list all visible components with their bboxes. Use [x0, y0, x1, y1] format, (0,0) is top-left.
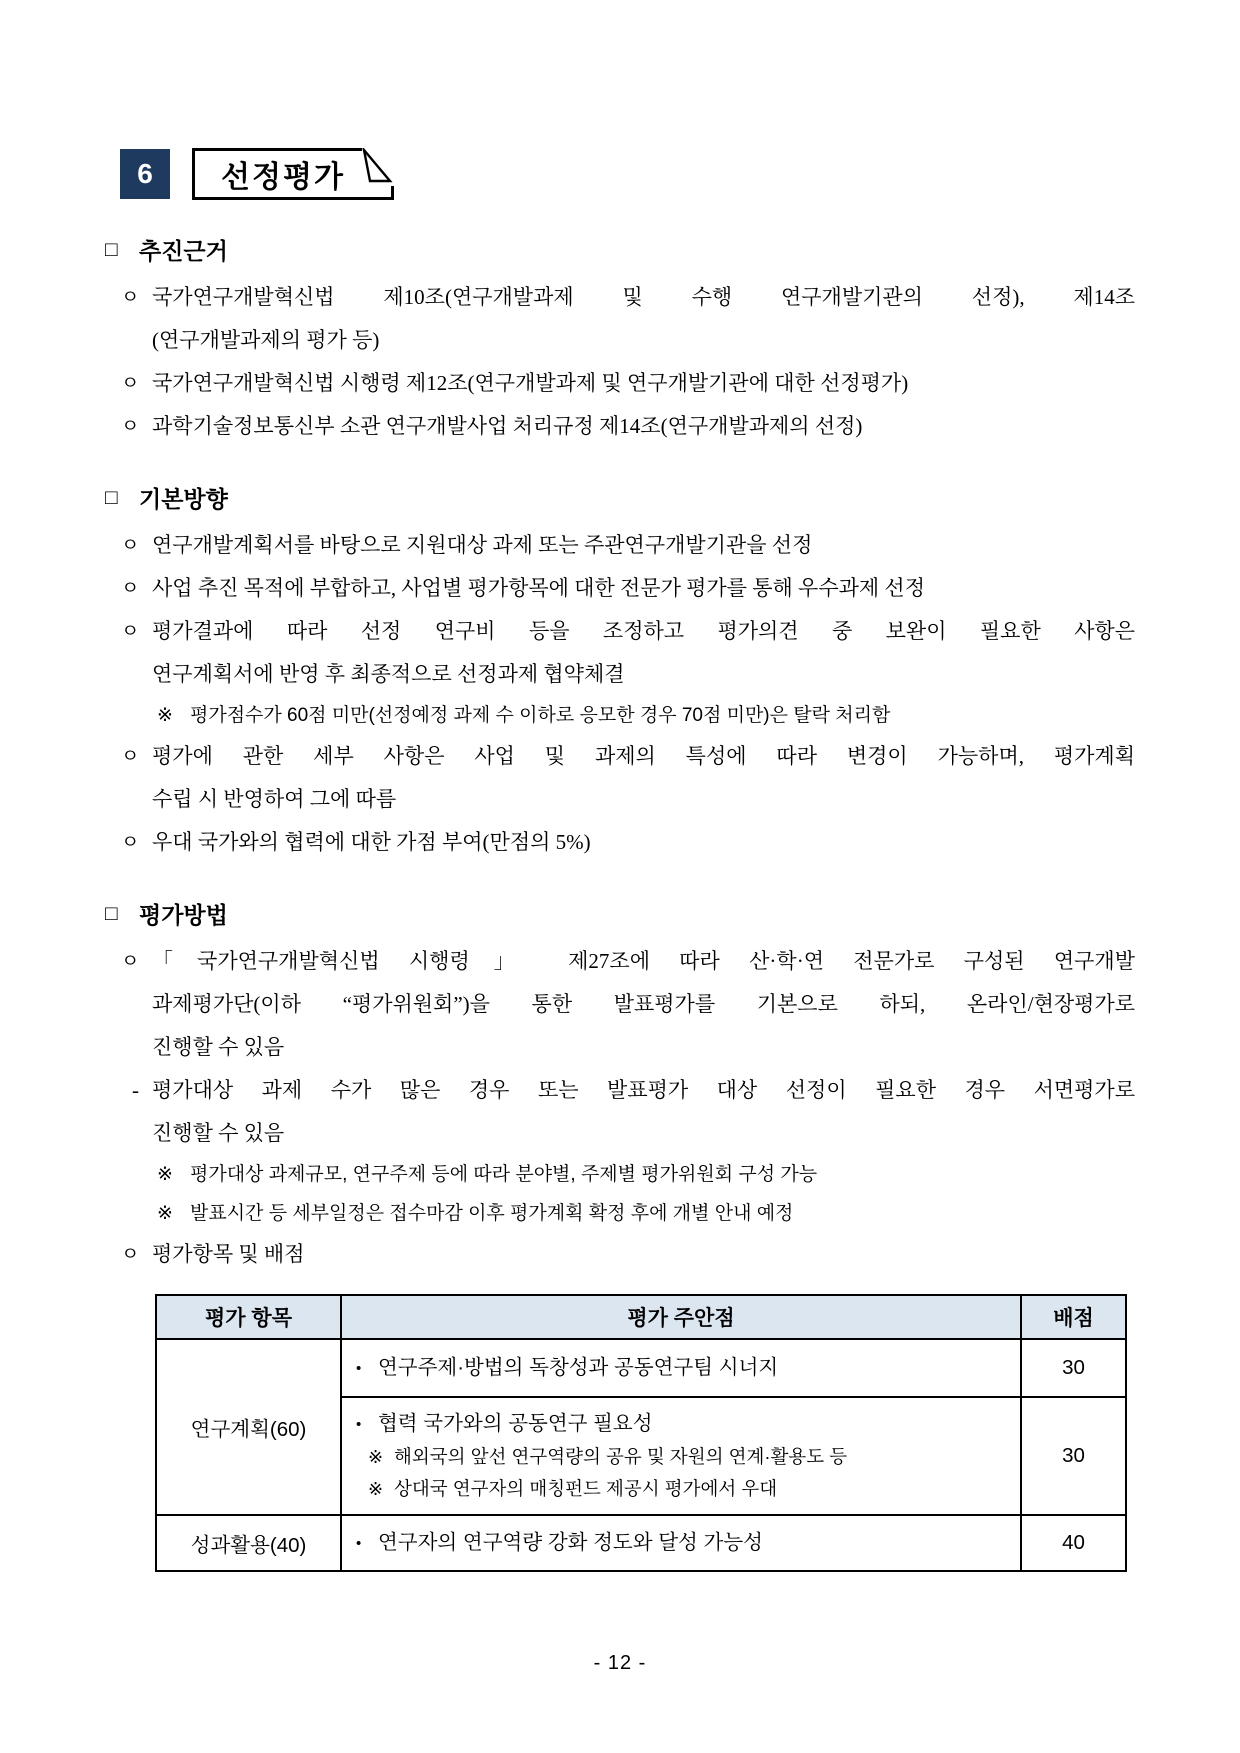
page-title: 선정평가: [221, 161, 345, 194]
reference-marker: ※: [157, 1203, 173, 1224]
bullet-item: [105, 821, 1135, 864]
text-line: 평가점수가 60점 미만(선정예정 과제 수 이하로 응모한 경우 70점 미만)은 탈락 처리함: [190, 705, 891, 726]
text-line: 사업 추진 목적에 부합하고, 사업별 평가항목에 대한 전문가 평가를 통해 우수과제 선정: [152, 576, 926, 600]
score-cell: 30: [1021, 1339, 1126, 1397]
reference-marker: ※: [368, 1446, 384, 1467]
section-heading: [105, 481, 1135, 514]
page-number: - 12 -: [593, 1652, 647, 1674]
evaluation-table: [155, 1294, 1127, 1572]
text-line: 평가결과에 따라 선정 연구비 등을 조정하고 평가의견 중 보완이 필요한 사항은: [152, 619, 1135, 643]
page-title-box: [192, 148, 394, 200]
circle-marker: ㅇ: [121, 373, 140, 394]
bullet-item: [105, 405, 1135, 448]
text-line: 수립 시 반영하여 그에 따름: [152, 787, 397, 811]
text-line: (연구개발과제의 평가 등): [152, 328, 380, 352]
reference-marker: ※: [157, 705, 173, 726]
circle-marker: ㅇ: [121, 416, 140, 437]
item-cell: 연구계획(60): [156, 1339, 341, 1515]
score-cell: 30: [1021, 1397, 1126, 1515]
dot-bullet-icon: •: [356, 1534, 362, 1552]
focus-text: 연구자의 연구역량 강화 정도와 달성 가능성: [378, 1530, 763, 1554]
dash-item: [105, 1069, 1135, 1155]
section-heading-label: 기본방향: [139, 487, 228, 512]
focus-cell: [341, 1515, 1021, 1571]
text-line: 국가연구개발혁신법 제10조(연구개발과제 및 수행 연구개발기관의 선정), 제14조: [152, 285, 1135, 309]
section-heading: [105, 897, 1135, 930]
reference-marker: ※: [157, 1164, 173, 1185]
table-row: [156, 1515, 1126, 1571]
table-row: [156, 1339, 1126, 1397]
text-line: 진행할 수 있음: [152, 1121, 285, 1145]
circle-marker: ㅇ: [121, 832, 140, 853]
focus-text: 협력 국가와의 공동연구 필요성: [378, 1411, 653, 1435]
text-line: 과제평가단(이하 “평가위원회”)을 통한 발표평가를 기본으로 하되, 온라인/현장평가로: [152, 992, 1135, 1016]
section-heading-label: 평가방법: [139, 903, 228, 928]
bullet-item: [105, 276, 1135, 362]
circle-marker: ㅇ: [121, 1244, 140, 1265]
text-line: 연구개발계획서를 바탕으로 지원대상 과제 또는 주관연구개발기관을 선정: [152, 533, 813, 557]
circle-marker: ㅇ: [121, 746, 140, 767]
circle-marker: ㅇ: [121, 951, 140, 972]
circle-marker: ㅇ: [121, 578, 140, 599]
bullet-item: [105, 610, 1135, 696]
dot-bullet-icon: •: [356, 1415, 362, 1433]
text-line: 평가대상 과제규모, 연구주제 등에 따라 분야별, 주제별 평가위원회 구성 가능: [190, 1164, 818, 1185]
focus-note: 상대국 연구자의 매칭펀드 제공시 평가에서 우대: [394, 1477, 778, 1499]
circle-marker: ㅇ: [121, 535, 140, 556]
bullet-item: [105, 940, 1135, 1069]
bullet-item: [105, 1233, 1135, 1276]
note-item: [105, 696, 1135, 735]
column-header-focus: 평가 주안점: [341, 1295, 1021, 1339]
reference-marker: ※: [368, 1478, 384, 1499]
square-marker-icon: □: [105, 485, 118, 509]
square-marker-icon: □: [105, 237, 118, 261]
focus-cell: [341, 1339, 1021, 1397]
section-header: [120, 148, 1135, 200]
item-cell: 성과활용(40): [156, 1515, 341, 1571]
circle-marker: ㅇ: [121, 621, 140, 642]
text-line: 진행할 수 있음: [152, 1035, 285, 1059]
note-item: [105, 1155, 1135, 1194]
focus-note: 해외국의 앞선 연구역량의 공유 및 자원의 연계·활용도 등: [394, 1445, 848, 1467]
folded-corner-icon: [362, 148, 394, 186]
text-line: 평가에 관한 세부 사항은 사업 및 과제의 특성에 따라 변경이 가능하며, 평가계획: [152, 744, 1135, 768]
focus-cell: [341, 1397, 1021, 1515]
dash-marker: -: [132, 1078, 139, 1102]
text-line: 우대 국가와의 협력에 대한 가점 부여(만점의 5%): [152, 830, 591, 854]
bullet-item: [105, 567, 1135, 610]
section-number-badge: 6: [120, 149, 170, 199]
bullet-item: [105, 524, 1135, 567]
section-heading: [105, 233, 1135, 266]
dot-bullet-icon: •: [356, 1359, 362, 1377]
bullet-item: [105, 362, 1135, 405]
text-line: 평가항목 및 배점: [152, 1242, 305, 1266]
focus-text: 연구주제·방법의 독창성과 공동연구팀 시너지: [378, 1355, 779, 1379]
table-header-row: [156, 1295, 1126, 1339]
text-line: 발표시간 등 세부일정은 접수마감 이후 평가계획 확정 후에 개별 안내 예정: [190, 1203, 794, 1224]
text-line: 국가연구개발혁신법 시행령 제12조(연구개발과제 및 연구개발기관에 대한 선정평가): [152, 371, 909, 395]
text-line: 「국가연구개발혁신법 시행령」 제27조에 따라 산·학·연 전문가로 구성된 연구개발: [152, 949, 1135, 973]
square-marker-icon: □: [105, 901, 118, 925]
column-header-item: 평가 항목: [156, 1295, 341, 1339]
text-line: 연구계획서에 반영 후 최종적으로 선정과제 협약체결: [152, 662, 625, 686]
column-header-score: 배점: [1021, 1295, 1126, 1339]
bullet-item: [105, 735, 1135, 821]
section-heading-label: 추진근거: [139, 239, 228, 264]
note-item: [105, 1194, 1135, 1233]
text-line: 과학기술정보통신부 소관 연구개발사업 처리규정 제14조(연구개발과제의 선정): [152, 414, 863, 438]
circle-marker: ㅇ: [121, 287, 140, 308]
text-line: 평가대상 과제 수가 많은 경우 또는 발표평가 대상 선정이 필요한 경우 서면평가로: [152, 1078, 1135, 1102]
score-cell: 40: [1021, 1515, 1126, 1571]
